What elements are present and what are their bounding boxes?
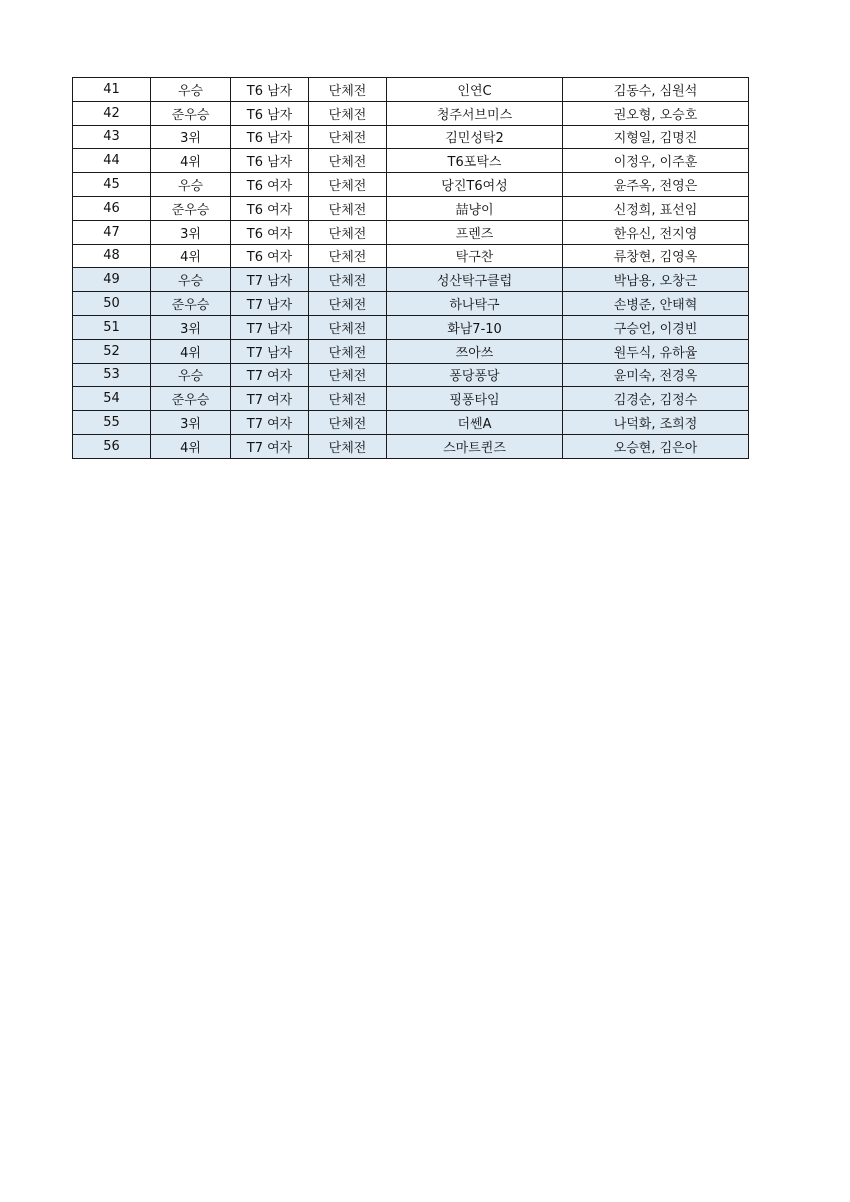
table-row — [73, 292, 749, 316]
cell-number: 49 — [73, 268, 151, 292]
cell-number: 46 — [73, 196, 151, 220]
cell-team: 하나탁구 — [387, 292, 563, 316]
cell-rank: 3위 — [151, 411, 231, 435]
cell-team: 김민성탁2 — [387, 125, 563, 149]
cell-number: 45 — [73, 173, 151, 197]
cell-rank: 우승 — [151, 78, 231, 102]
cell-division: T7 여자 — [231, 411, 309, 435]
cell-division: T6 여자 — [231, 173, 309, 197]
cell-event: 단체전 — [309, 339, 387, 363]
cell-players: 윤미숙, 전경옥 — [563, 363, 749, 387]
cell-number: 48 — [73, 244, 151, 268]
table-row — [73, 387, 749, 411]
cell-event: 단체전 — [309, 434, 387, 458]
table-row — [73, 173, 749, 197]
cell-event: 단체전 — [309, 220, 387, 244]
cell-number: 41 — [73, 78, 151, 102]
cell-rank: 4위 — [151, 244, 231, 268]
cell-players: 오승현, 김은아 — [563, 434, 749, 458]
cell-number: 43 — [73, 125, 151, 149]
cell-team: 프렌즈 — [387, 220, 563, 244]
cell-team: 탁구찬 — [387, 244, 563, 268]
table-row — [73, 220, 749, 244]
cell-division: T7 여자 — [231, 434, 309, 458]
cell-division: T7 남자 — [231, 315, 309, 339]
cell-event: 단체전 — [309, 363, 387, 387]
cell-rank: 3위 — [151, 315, 231, 339]
cell-number: 42 — [73, 101, 151, 125]
cell-players: 구승언, 이경빈 — [563, 315, 749, 339]
cell-event: 단체전 — [309, 244, 387, 268]
cell-rank: 3위 — [151, 125, 231, 149]
cell-division: T6 여자 — [231, 196, 309, 220]
cell-number: 52 — [73, 339, 151, 363]
cell-rank: 준우승 — [151, 101, 231, 125]
cell-team: 핑퐁타임 — [387, 387, 563, 411]
cell-players: 김동수, 심원석 — [563, 78, 749, 102]
cell-number: 54 — [73, 387, 151, 411]
cell-event: 단체전 — [309, 411, 387, 435]
table-row — [73, 78, 749, 102]
cell-number: 53 — [73, 363, 151, 387]
cell-number: 55 — [73, 411, 151, 435]
cell-players: 원두식, 유하율 — [563, 339, 749, 363]
cell-rank: 4위 — [151, 149, 231, 173]
cell-players: 나덕화, 조희정 — [563, 411, 749, 435]
cell-rank: 준우승 — [151, 387, 231, 411]
cell-division: T7 남자 — [231, 268, 309, 292]
cell-players: 손병준, 안태혁 — [563, 292, 749, 316]
cell-division: T7 남자 — [231, 339, 309, 363]
cell-players: 박남용, 오창근 — [563, 268, 749, 292]
cell-event: 단체전 — [309, 196, 387, 220]
cell-players: 류창현, 김영옥 — [563, 244, 749, 268]
table-row — [73, 411, 749, 435]
cell-division: T6 여자 — [231, 244, 309, 268]
results-table-body — [73, 78, 749, 459]
table-row — [73, 149, 749, 173]
cell-team: 청주서브미스 — [387, 101, 563, 125]
table-row — [73, 363, 749, 387]
cell-rank: 4위 — [151, 434, 231, 458]
cell-rank: 준우승 — [151, 292, 231, 316]
table-row — [73, 125, 749, 149]
cell-number: 56 — [73, 434, 151, 458]
cell-team: 성산탁구클럽 — [387, 268, 563, 292]
cell-rank: 4위 — [151, 339, 231, 363]
cell-rank: 3위 — [151, 220, 231, 244]
cell-event: 단체전 — [309, 101, 387, 125]
cell-division: T7 여자 — [231, 387, 309, 411]
cell-rank: 우승 — [151, 363, 231, 387]
table-row — [73, 315, 749, 339]
cell-division: T6 여자 — [231, 220, 309, 244]
cell-division: T6 남자 — [231, 125, 309, 149]
cell-team: T6포탁스 — [387, 149, 563, 173]
cell-event: 단체전 — [309, 125, 387, 149]
cell-team: 스마트퀸즈 — [387, 434, 563, 458]
cell-rank: 우승 — [151, 173, 231, 197]
cell-team: 화남7-10 — [387, 315, 563, 339]
cell-division: T7 남자 — [231, 292, 309, 316]
cell-players: 이정우, 이주훈 — [563, 149, 749, 173]
cell-team: 쯔아쓰 — [387, 339, 563, 363]
cell-players: 김경순, 김정수 — [563, 387, 749, 411]
cell-number: 47 — [73, 220, 151, 244]
cell-team: 더쎈A — [387, 411, 563, 435]
cell-players: 지형일, 김명진 — [563, 125, 749, 149]
table-row — [73, 196, 749, 220]
cell-division: T6 남자 — [231, 149, 309, 173]
cell-number: 51 — [73, 315, 151, 339]
cell-event: 단체전 — [309, 292, 387, 316]
cell-division: T6 남자 — [231, 78, 309, 102]
cell-event: 단체전 — [309, 78, 387, 102]
cell-team: 인연C — [387, 78, 563, 102]
table-row — [73, 268, 749, 292]
cell-rank: 우승 — [151, 268, 231, 292]
cell-rank: 준우승 — [151, 196, 231, 220]
cell-event: 단체전 — [309, 173, 387, 197]
cell-players: 신정희, 표선임 — [563, 196, 749, 220]
cell-team: 당진T6여성 — [387, 173, 563, 197]
table-row — [73, 244, 749, 268]
results-table — [72, 77, 749, 459]
cell-number: 44 — [73, 149, 151, 173]
cell-event: 단체전 — [309, 268, 387, 292]
table-row — [73, 339, 749, 363]
cell-event: 단체전 — [309, 149, 387, 173]
cell-event: 단체전 — [309, 315, 387, 339]
cell-players: 윤주옥, 전영은 — [563, 173, 749, 197]
cell-team: 喆냥이 — [387, 196, 563, 220]
table-row — [73, 434, 749, 458]
cell-number: 50 — [73, 292, 151, 316]
cell-event: 단체전 — [309, 387, 387, 411]
cell-team: 퐁당퐁당 — [387, 363, 563, 387]
cell-players: 한유신, 전지영 — [563, 220, 749, 244]
cell-players: 권오형, 오승호 — [563, 101, 749, 125]
table-row — [73, 101, 749, 125]
cell-division: T6 남자 — [231, 101, 309, 125]
cell-division: T7 여자 — [231, 363, 309, 387]
